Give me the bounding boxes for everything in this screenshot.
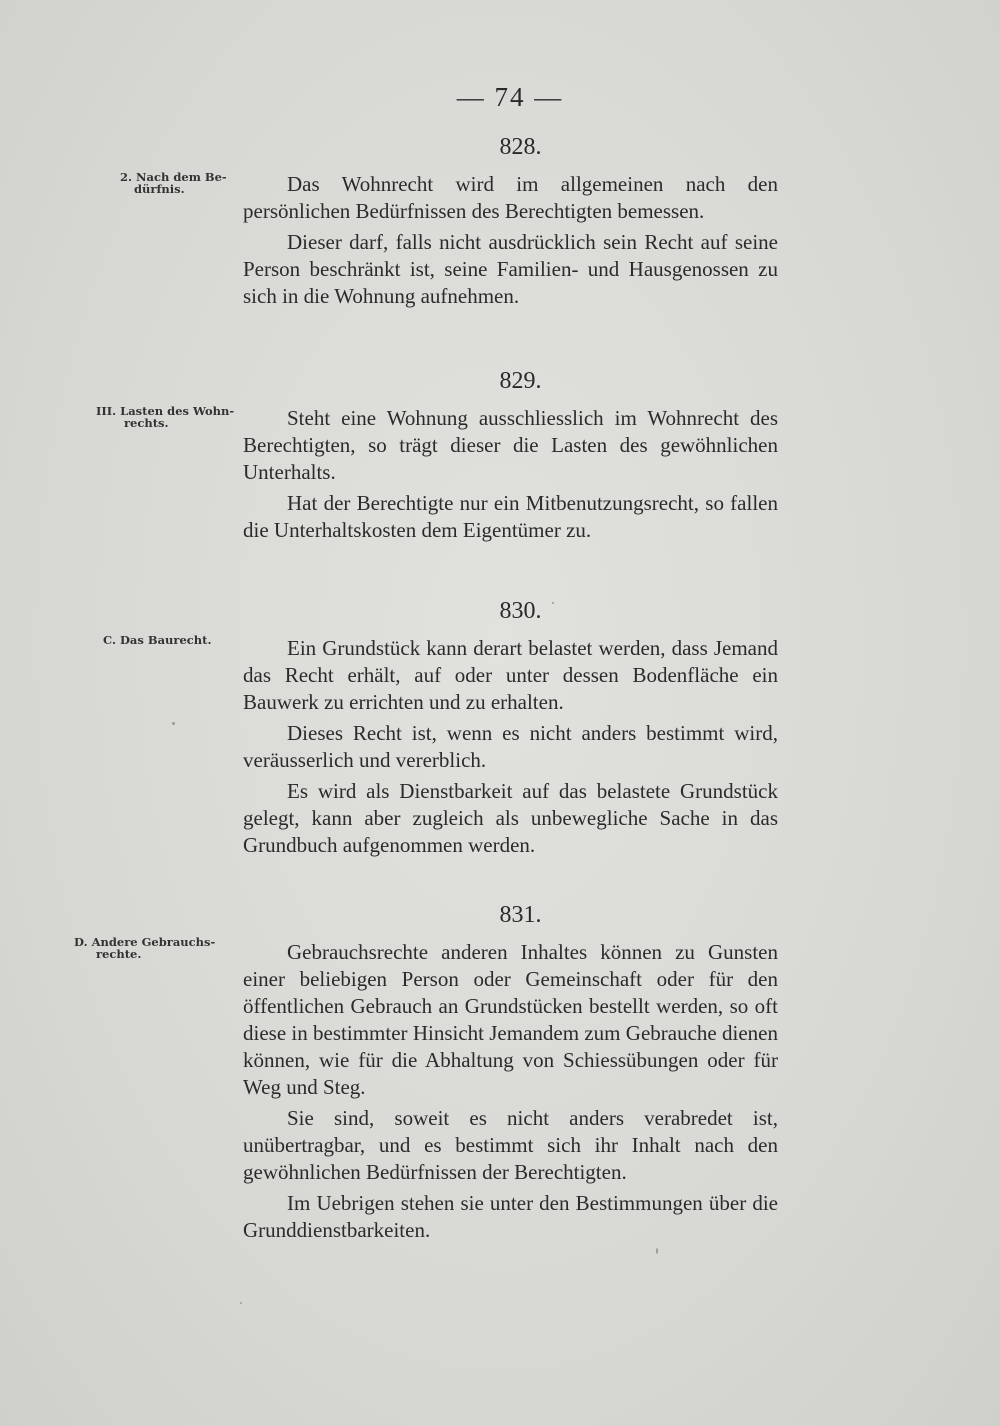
page-number: — 74 — bbox=[456, 82, 564, 112]
section-number: 829. bbox=[499, 368, 542, 394]
paragraph: Es wird als Dienstbarkeit auf das belastete Grundstück gelegt, kann aber zugleich als unbewegliche Sache in das Grundbuch aufgenommen werden. bbox=[243, 779, 778, 857]
margin-note-line: 2. Nach dem Be- bbox=[120, 170, 227, 184]
margin-note-line: rechte. bbox=[96, 947, 142, 961]
paragraph: Steht eine Wohnung ausschliesslich im Wohnrecht des Berechtigten, so trägt dieser die Lasten des gewöhnlichen Unterhalts. bbox=[243, 406, 778, 484]
scan-speck bbox=[552, 602, 554, 604]
section-828 bbox=[243, 134, 778, 314]
margin-note-829 bbox=[96, 405, 234, 429]
margin-note-830 bbox=[103, 634, 211, 646]
paragraph: Gebrauchsrechte anderen Inhaltes können zu Gunsten einer beliebigen Person oder Gemeinschaft oder für den öffentlichen Gebrauch an Grundstücken bestellt werden, so oft diese in bestimmter Hinsicht Jemandem zum Gebrauche dienen können, wie für die Abhaltung von Schiessübungen oder für Weg und Steg. bbox=[243, 940, 778, 1099]
scan-speck bbox=[240, 1302, 242, 1304]
scan-speck bbox=[656, 1248, 658, 1254]
section-number: 831. bbox=[499, 902, 542, 928]
section-number: 830. bbox=[499, 598, 542, 624]
margin-note-831 bbox=[74, 936, 215, 960]
margin-note-line: dürfnis. bbox=[134, 182, 185, 196]
paragraph: Ein Grundstück kann derart belastet werden, dass Jemand das Recht erhält, auf oder unter dessen Bodenfläche ein Bauwerk zu errichten und zu erhalten. bbox=[243, 636, 778, 714]
scan-speck bbox=[172, 722, 175, 725]
paragraph: Sie sind, soweit es nicht anders verabredet ist, unübertragbar, und es bestimmt sich ihr Inhalt nach den gewöhnlichen Bedürfnissen der Berechtigten. bbox=[243, 1106, 778, 1184]
section-number: 828. bbox=[499, 134, 542, 160]
paragraph: Im Uebrigen stehen sie unter den Bestimmungen über die Grunddienstbarkeiten. bbox=[243, 1191, 778, 1242]
section-829 bbox=[243, 368, 778, 548]
margin-note-line: C. Das Baurecht. bbox=[103, 633, 212, 647]
section-830 bbox=[243, 598, 778, 863]
paragraph: Dieses Recht ist, wenn es nicht anders bestimmt wird, veräusserlich und vererblich. bbox=[243, 721, 778, 772]
paragraph: Hat der Berechtigte nur ein Mitbenutzungsrecht, so fallen die Unterhaltskosten dem Eigentümer zu. bbox=[243, 491, 778, 542]
section-831 bbox=[243, 902, 778, 1248]
margin-note-828 bbox=[120, 171, 227, 195]
paragraph: Dieser darf, falls nicht ausdrücklich sein Recht auf seine Person beschränkt ist, seine Familien- und Hausgenossen zu sich in die Wohnung aufnehmen. bbox=[243, 230, 778, 308]
paragraph: Das Wohnrecht wird im allgemeinen nach den persönlichen Bedürfnissen des Berechtigten bemessen. bbox=[243, 172, 778, 223]
margin-note-line: rechts. bbox=[124, 416, 169, 430]
margin-note-line: D. Andere Gebrauchs- bbox=[74, 935, 216, 949]
margin-note-line: III. Lasten des Wohn- bbox=[96, 404, 235, 418]
